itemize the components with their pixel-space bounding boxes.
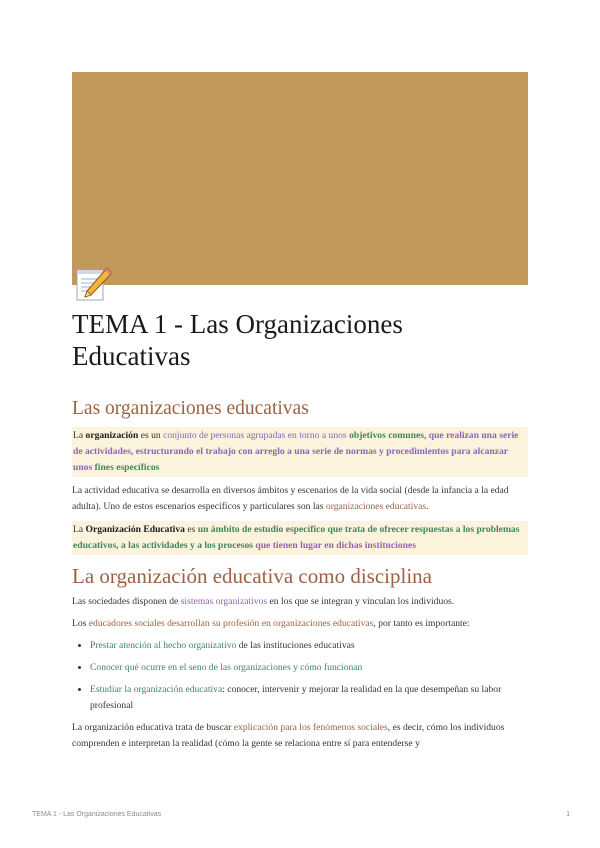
- highlight-brown: educadores sociales desarrollan su profesión en organizaciones educativas: [88, 618, 374, 629]
- section-heading-disciplina: La organización educativa como disciplina: [72, 564, 432, 588]
- paragraph-actividad-educativa: [72, 483, 528, 515]
- text-run: es un: [138, 430, 164, 441]
- paragraph-definicion-organizacion-educativa: [72, 521, 528, 555]
- text-run: de las instituciones educativas: [236, 640, 355, 651]
- cover-image: [72, 72, 528, 285]
- text-run: , es decir, cómo los individuos comprenden e interpretan la realidad (cómo la gente se relaciona entre sí para entenderse y: [72, 722, 505, 749]
- highlight-green: objetivos comunes: [349, 430, 424, 441]
- highlight-green: fines específicos: [94, 462, 160, 473]
- list-item: [90, 682, 528, 714]
- text-run: La organización educativa trata de buscar: [72, 722, 234, 733]
- text-run: Los: [72, 618, 89, 629]
- list-item: [90, 638, 528, 654]
- text-run: ,: [423, 430, 429, 441]
- bold-term: Organización Educativa: [85, 524, 185, 535]
- page-content: [72, 396, 528, 758]
- highlight-purple: que tienen lugar en dichas instituciones: [255, 540, 416, 551]
- highlight-brown: organizaciones educativas: [325, 501, 427, 512]
- page-title: TEMA 1 - Las Organizaciones Educativas: [72, 309, 403, 371]
- highlight-purple: sistemas organizativos: [180, 596, 268, 607]
- highlight-brown: explicación para los fenómenos sociales: [233, 722, 388, 733]
- footer-title: TEMA 1 - Las Organizaciones Educativas: [32, 811, 162, 818]
- text-run: es: [184, 524, 198, 535]
- paragraph-definicion-organizacion: [72, 427, 528, 477]
- text-run: La: [73, 524, 86, 535]
- page-number: 1: [566, 811, 570, 818]
- highlight-green: Conocer qué ocurre en el seno de las organizaciones y cómo funcionan: [90, 662, 363, 673]
- paragraph-fenomenos-sociales: [72, 720, 528, 752]
- text-run: Las sociedades disponen de: [72, 596, 181, 607]
- page-footer: [32, 811, 570, 818]
- section-heading-organizaciones: Las organizaciones educativas: [72, 398, 309, 419]
- text-run: : conocer, intervenir y mejorar la realidad en la que desempeñan su labor profesional: [90, 684, 502, 711]
- bullet-list: [72, 638, 528, 714]
- highlight-green: un ámbito de estudio específico que trata de ofrecer respuestas a los problemas educativos, a las actividades y a los procesos: [73, 524, 520, 551]
- text-run: .: [426, 501, 429, 512]
- highlight-green: Estudiar la organización educativa: [90, 684, 223, 695]
- memo-pencil-icon: [74, 264, 114, 304]
- paragraph-sistemas-organizativos: [72, 594, 528, 610]
- text-run: La: [73, 430, 86, 441]
- text-run: La actividad educativa se desarrolla en diversos ámbitos y escenarios de la vida social (desde la infancia a la edad adulta). Uno de estos escenarios específicos y particulares son las: [72, 485, 509, 512]
- highlight-purple: conjunto de personas agrupadas en torno a unos: [163, 430, 347, 441]
- text-run: , por tanto es importante:: [373, 618, 470, 629]
- bold-term: organización: [85, 430, 139, 441]
- highlight-purple: que realizan una serie de actividades, estructurando el trabajo con arreglo a una serie de normas y procedimientos para alcanzar unos: [73, 430, 519, 473]
- text-run: en los que se integran y vinculan los individuos.: [267, 596, 455, 607]
- highlight-green: Prestar atención al hecho organizativo: [90, 640, 237, 651]
- paragraph-educadores-sociales: [72, 616, 528, 632]
- list-item: [90, 660, 528, 676]
